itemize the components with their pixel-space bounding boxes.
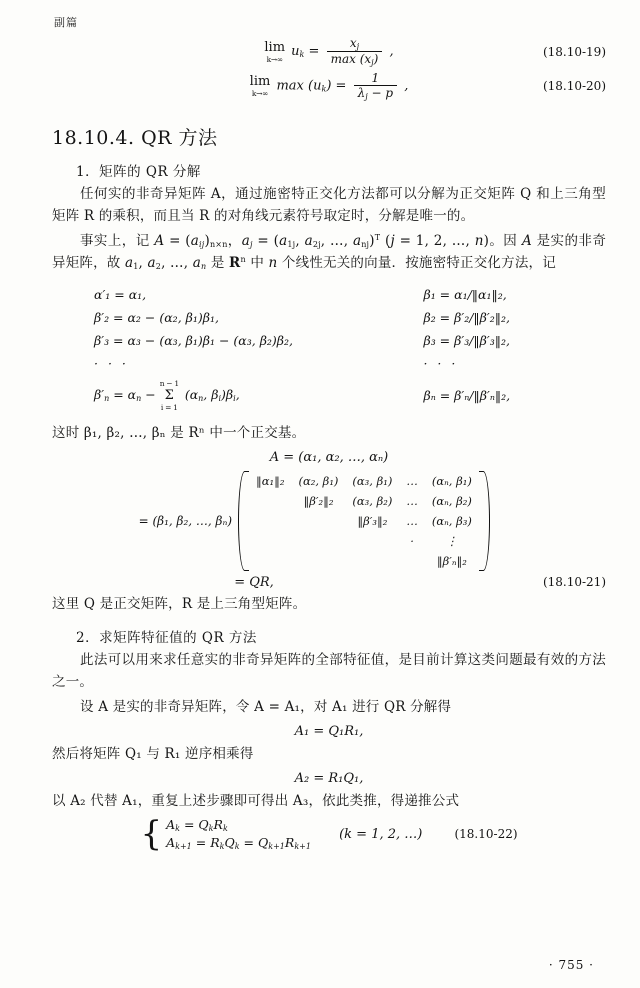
matrix-row: ‖β′₃‖₂ … (αₙ, β₃) bbox=[357, 514, 472, 529]
equation-18-10-22 bbox=[52, 813, 606, 854]
gram-left: β′₂ = α₂ − (α₂, β₁)β₁, bbox=[94, 310, 219, 326]
fraction-denominator: $\lambda_j - p$ bbox=[354, 85, 397, 101]
fraction-numerator: 1 bbox=[371, 71, 380, 85]
recursion-row-1: $A_k = Q_kR_k$ bbox=[166, 817, 228, 834]
page-number: · 755 · bbox=[548, 958, 594, 972]
gram-schmidt-equations bbox=[92, 282, 568, 417]
equation-body bbox=[264, 36, 393, 67]
matrix-lead: = (β₁, β₂, …, βₙ) bbox=[138, 514, 232, 529]
limit-operator: lim k→∞ bbox=[264, 39, 286, 64]
gram-right: β₂ = β′₂/‖β′₂‖₂, bbox=[423, 310, 510, 326]
subsection-1-heading: 1．矩阵的 QR 分解 bbox=[76, 164, 201, 180]
equation-A2-RQ: A₂ = R₁Q₁, bbox=[294, 770, 364, 786]
gram-right: βₙ = β′ₙ/‖β′ₙ‖₂, bbox=[423, 388, 511, 404]
paragraph-gram-schmidt-setup: 事实上，记 $A = (a_{ij})_{n\times n}$，$a_j = (a_{1j}$, $a_{2j}$, …, $a_{nj})^T$ (j = 1, 2, …, n)。因 A 是实的非奇异矩阵，故 $a_1$, $a_2$, …, $a_n$ 是 $R^n$ 中 n 个线性无关的向量．按施密特正交化方法，记 bbox=[52, 232, 607, 271]
gram-row bbox=[94, 376, 566, 415]
paragraph-method-effectiveness: 此法可以用来求任意实的非奇异矩阵的全部特征值，是目前计算这类问题最有效的方法之一。 bbox=[52, 652, 606, 691]
matrix-row: · ⋮ bbox=[410, 534, 458, 549]
equation-A1-QR: A₁ = Q₁R₁, bbox=[294, 723, 364, 739]
paragraph-q-r-meaning: 这里 Q 是正交矩阵，R 是上三角型矩阵。 bbox=[52, 596, 307, 613]
equation-18-10-21 bbox=[52, 575, 606, 590]
qr-equation: = QR, bbox=[234, 575, 274, 591]
recursion-rows bbox=[162, 816, 311, 852]
paragraph-setup-A1: 设 A 是实的非奇异矩阵，令 A = A₁，对 A₁ 进行 QR 分解得 bbox=[80, 698, 452, 715]
running-head: 副篇 bbox=[54, 16, 78, 29]
gram-right: β₃ = β′₃/‖β′₃‖₂, bbox=[423, 333, 510, 349]
eq-equals: = bbox=[335, 78, 347, 94]
right-paren-icon bbox=[479, 471, 490, 571]
paragraph-orthogonal-basis: 这时 β₁, β₂, …, βₙ 是 Rⁿ 中一个正交基。 bbox=[52, 425, 306, 442]
gram-row bbox=[94, 307, 566, 328]
gram-row bbox=[94, 284, 566, 305]
equation-18-10-19 bbox=[52, 36, 606, 67]
left-brace-icon: { bbox=[140, 813, 163, 854]
recursion-brace-group bbox=[140, 813, 311, 854]
gram-row bbox=[94, 353, 566, 374]
eq-lhs: u bbox=[291, 44, 300, 59]
gram-right-dots: · · · bbox=[423, 356, 459, 372]
summation-operator: n − 1 Σ i = 1 bbox=[159, 379, 179, 413]
eq-lhs-sub: k bbox=[299, 50, 305, 59]
limit-operator: lim k→∞ bbox=[249, 74, 271, 98]
equation-number: (18.10-20) bbox=[542, 79, 606, 93]
equation-body: lim k→∞ $\max (u_k)$ = $\frac{1}{\lambda_j - p}$ , bbox=[249, 71, 409, 101]
gram-left-dots: · · · bbox=[94, 356, 129, 372]
equation-A-expansion: A = (α₁, α₂, …, αₙ) bbox=[269, 450, 389, 466]
paragraph-reverse-product: 然后将矩阵 Q₁ 与 R₁ 逆序相乘得 bbox=[52, 745, 254, 762]
gram-left: α′₁ = α₁, bbox=[94, 287, 147, 303]
fraction bbox=[327, 36, 383, 67]
matrix-parenthesis bbox=[238, 471, 490, 571]
matrix-row: ‖α₁‖₂ (α₂, β₁) (α₃, β₁) … (αₙ, β₁) bbox=[256, 474, 472, 489]
upper-triangular-matrix bbox=[249, 471, 479, 571]
gram-row bbox=[94, 330, 566, 351]
eq-tail: , bbox=[404, 78, 409, 94]
matrix-row: ‖β′ₙ‖₂ bbox=[436, 554, 467, 569]
matrix-equation-block bbox=[112, 471, 606, 571]
eq-tail: , bbox=[389, 44, 394, 59]
recursion-row-2: $A_{k+1} = R_kQ_k = Q_{k+1}R_{k+1}$ bbox=[166, 835, 311, 852]
gram-left: $\beta'_n = \alpha_n$ − n − 1 Σ i = 1 ($\alpha_n$, $\beta_i)\beta_i$, bbox=[94, 379, 240, 413]
paragraph-qr-decomposition: 任何实的非奇异矩阵 A，通过施密特正交化方法都可以分解为正交矩阵 Q 和上三角型矩阵 R 的乘积，而且当 R 的对角线元素符号取定时，分解是唯一的。 bbox=[52, 186, 606, 224]
gram-left: β′₃ = α₃ − (α₃, β₁)β₁ − (α₃, β₂)β₂, bbox=[94, 333, 294, 349]
fraction-denominator: $\max (x_j)$ bbox=[327, 51, 383, 67]
section-heading: 18.10.4. QR 方法 bbox=[52, 127, 218, 149]
left-paren-icon bbox=[238, 471, 249, 571]
eq-equals: = bbox=[308, 44, 320, 59]
matrix-row: ‖β′₂‖₂ (α₃, β₂) … (αₙ, β₂) bbox=[303, 494, 472, 509]
fraction bbox=[354, 71, 397, 101]
recursion-condition: (k = 1, 2, …) bbox=[339, 826, 423, 842]
subsection-2-heading: 2．求矩阵特征值的 QR 方法 bbox=[76, 630, 257, 647]
eq-lhs: max (u bbox=[276, 78, 322, 94]
equation-18-10-20 bbox=[52, 71, 606, 101]
equation-number: (18.10-19) bbox=[542, 44, 606, 59]
equation-number: (18.10-21) bbox=[542, 575, 606, 590]
sigma-icon: Σ bbox=[164, 388, 174, 404]
equation-number: (18.10-22) bbox=[454, 826, 518, 841]
fraction-numerator: $x_j$ bbox=[349, 36, 360, 51]
paragraph-recursion-intro: 以 A₂ 代替 A₁，重复上述步骤即可得出 A₃，依此类推，得递推公式 bbox=[52, 792, 460, 809]
gram-right: β₁ = α₁/‖α₁‖₂, bbox=[423, 287, 507, 303]
